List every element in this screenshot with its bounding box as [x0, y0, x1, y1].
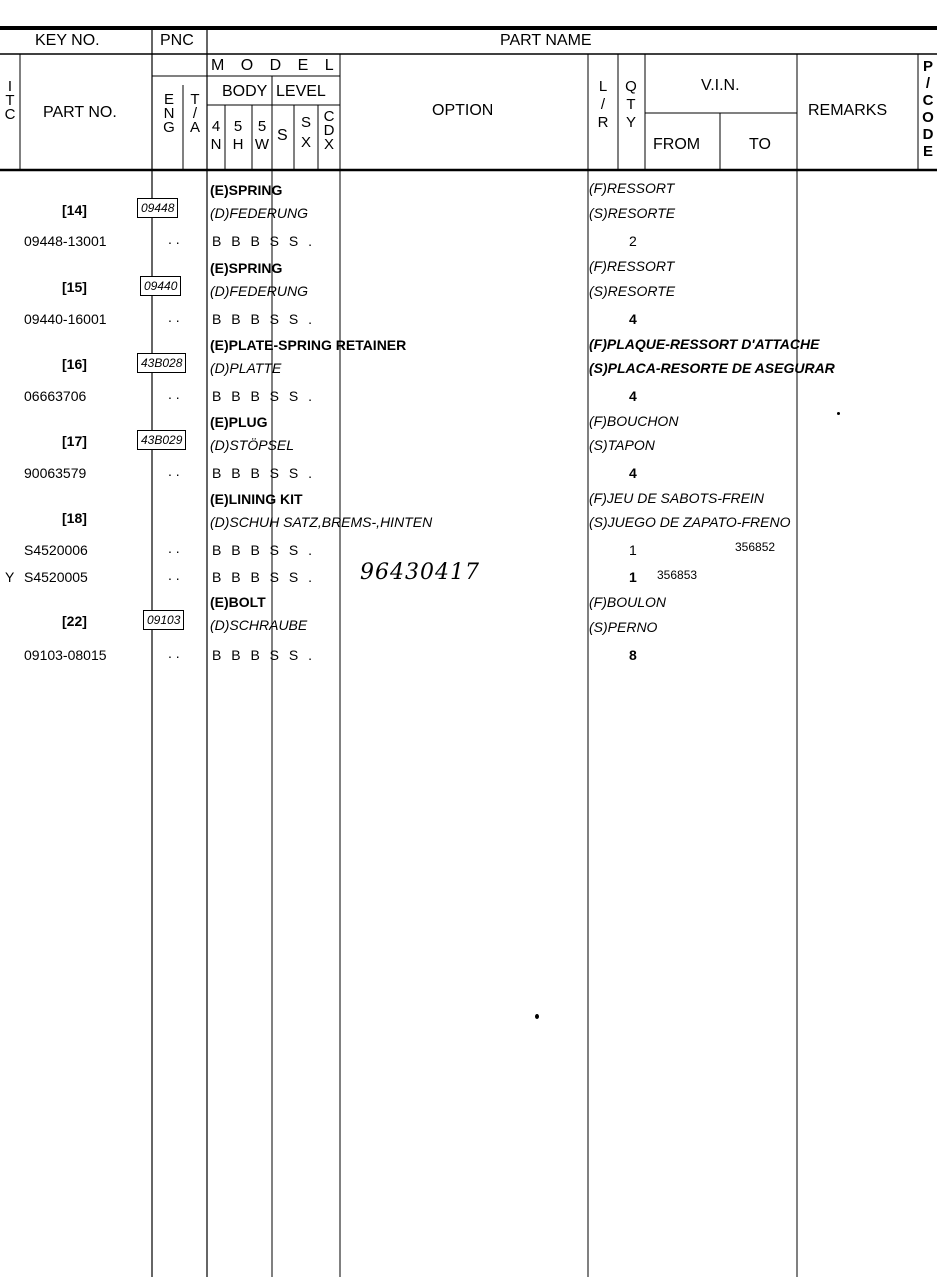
part-name-german: (D)STÖPSEL: [210, 437, 295, 453]
header-model: M O D E L: [211, 57, 340, 74]
header-itc: I T C: [4, 78, 16, 123]
header-option: OPTION: [432, 102, 494, 119]
model-applicability: B B B S S .: [212, 465, 316, 481]
part-name-english: (E)SPRING: [210, 260, 283, 276]
eng-ta-dots: . .: [168, 645, 180, 661]
eng-ta-dots: . .: [168, 386, 180, 402]
key-number: [15]: [62, 279, 87, 295]
quantity: 8: [629, 647, 637, 663]
header-qty: Q T Y: [625, 78, 637, 131]
pnc-code: 09440: [140, 276, 181, 296]
pnc-code: 43B029: [137, 430, 186, 450]
part-number: 90063579: [24, 465, 87, 481]
header-body-4n: 4 N: [210, 118, 222, 153]
quantity: 2: [629, 233, 637, 249]
part-name-spanish: (S)PLACA-RESORTE DE ASEGURAR: [589, 360, 835, 376]
vin-to: 356852: [735, 540, 776, 554]
key-number: [17]: [62, 433, 87, 449]
model-applicability: B B B S S .: [212, 233, 316, 249]
header-pnc: PNC: [160, 32, 194, 49]
part-number: 09448-13001: [24, 233, 107, 249]
pnc-code: 43B028: [137, 353, 186, 373]
pnc-code: 09448: [137, 198, 178, 218]
part-number: S4520006: [24, 542, 88, 558]
part-name-spanish: (S)TAPON: [589, 437, 655, 453]
part-name-spanish: (S)RESORTE: [589, 205, 676, 221]
eng-ta-dots: . .: [168, 567, 180, 583]
header-part-name: PART NAME: [500, 32, 592, 49]
part-name-spanish: (S)RESORTE: [589, 283, 676, 299]
scan-speck: [837, 412, 840, 415]
part-name-german: (D)FEDERUNG: [210, 205, 308, 221]
header-body: BODY: [222, 83, 268, 100]
part-name-french: (F)BOUCHON: [589, 413, 679, 429]
vin-from: 356853: [657, 568, 698, 582]
part-name-english: (E)BOLT: [210, 594, 266, 610]
part-number: 06663706: [24, 388, 87, 404]
header-remarks: REMARKS: [808, 102, 888, 119]
eng-ta-dots: . .: [168, 540, 180, 556]
key-number: [22]: [62, 613, 87, 629]
header-key-no: KEY NO.: [35, 32, 100, 49]
eng-ta-dots: . .: [168, 463, 180, 479]
pnc-code: 09103: [143, 610, 184, 630]
part-name-french: (F)RESSORT: [589, 180, 675, 196]
model-applicability: B B B S S .: [212, 542, 316, 558]
part-number: S4520005: [24, 569, 88, 585]
key-number: [14]: [62, 202, 87, 218]
quantity: 4: [629, 388, 637, 404]
model-applicability: B B B S S .: [212, 388, 316, 404]
part-name-french: (F)PLAQUE-RESSORT D'ATTACHE: [589, 336, 820, 352]
part-name-english: (E)PLATE-SPRING RETAINER: [210, 337, 407, 353]
quantity: 4: [629, 311, 637, 327]
eng-ta-dots: . .: [168, 231, 180, 247]
scan-speck: [535, 1014, 539, 1019]
part-name-french: (F)JEU DE SABOTS-FREIN: [589, 490, 765, 506]
quantity: 4: [629, 465, 637, 481]
part-name-english: (E)PLUG: [210, 414, 268, 430]
header-level: LEVEL: [276, 83, 326, 100]
part-name-french: (F)RESSORT: [589, 258, 675, 274]
part-name-english: (E)SPRING: [210, 182, 283, 198]
itc-code: Y: [5, 569, 15, 585]
handwritten-note: 96430417: [360, 560, 480, 585]
header-vin: V.I.N.: [701, 77, 740, 94]
header-level-sx: S X: [300, 114, 311, 151]
key-number: [16]: [62, 356, 87, 372]
header-vin-from: FROM: [653, 136, 701, 153]
part-name-german: (D)SCHUH SATZ,BREMS-,HINTEN: [210, 514, 433, 530]
model-applicability: B B B S S .: [212, 311, 316, 327]
part-number: 09103-08015: [24, 647, 107, 663]
header-pcode: P / C O D E: [922, 58, 934, 160]
part-name-german: (D)SCHRAUBE: [210, 617, 308, 633]
header-body-5w: 5 W: [254, 118, 270, 153]
quantity: 1: [629, 542, 637, 558]
part-name-english: (E)LINING KIT: [210, 491, 303, 507]
quantity: 1: [629, 569, 637, 585]
header-level-cdx: C D X: [323, 108, 335, 153]
header-vin-to: TO: [749, 136, 771, 153]
part-name-spanish: (S)JUEGO DE ZAPATO-FRENO: [589, 514, 791, 530]
part-name-german: (D)PLATTE: [210, 360, 282, 376]
header-part-no: PART NO.: [43, 104, 117, 121]
part-name-spanish: (S)PERNO: [589, 619, 658, 635]
model-applicability: B B B S S .: [212, 569, 316, 585]
header-ta: T / A: [189, 91, 200, 136]
header-eng: E N G: [163, 91, 175, 136]
header-body-5h: 5 H: [232, 118, 244, 153]
eng-ta-dots: . .: [168, 309, 180, 325]
header-lr: L / R: [597, 78, 609, 131]
part-name-french: (F)BOULON: [589, 594, 666, 610]
key-number: [18]: [62, 510, 87, 526]
model-applicability: B B B S S .: [212, 647, 316, 663]
part-name-german: (D)FEDERUNG: [210, 283, 308, 299]
header-level-s: S: [277, 127, 288, 144]
part-number: 09440-16001: [24, 311, 107, 327]
